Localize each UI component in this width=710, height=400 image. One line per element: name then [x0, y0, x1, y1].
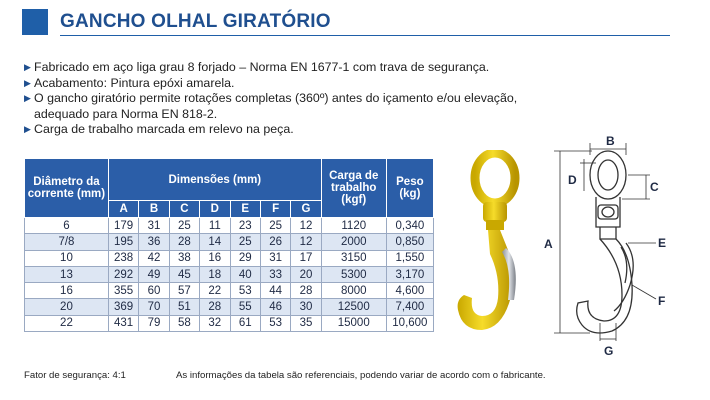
table-cell: 17 — [291, 250, 321, 266]
table-cell: 29 — [230, 250, 260, 266]
table-cell: 1120 — [321, 218, 386, 234]
table-cell: 2000 — [321, 234, 386, 250]
table-cell: 12500 — [321, 299, 386, 315]
table-row — [25, 315, 434, 331]
table-cell: 10,600 — [386, 315, 433, 331]
feature-item: ▶ Acabamento: Pintura epóxi amarela. — [24, 75, 235, 90]
table-cell: 40 — [230, 266, 260, 282]
table-cell: 49 — [139, 266, 169, 282]
table-cell: 61 — [230, 315, 260, 331]
table-cell: 16 — [25, 283, 109, 299]
table-cell: 25 — [169, 218, 199, 234]
table-cell: 25 — [260, 218, 290, 234]
table-row — [25, 266, 434, 282]
table-cell: 22 — [200, 283, 230, 299]
feature-item: ▶ Fabricado em aço liga grau 8 forjado – Norma EN 1677-1 com trava de segurança. — [24, 60, 490, 74]
table-cell: 195 — [108, 234, 138, 250]
hook-photo — [450, 150, 540, 350]
table-cell: 51 — [169, 299, 199, 315]
header-dim-g: G — [291, 201, 321, 218]
table-cell: 1,550 — [386, 250, 433, 266]
feature-list — [24, 60, 564, 138]
table-cell: 13 — [25, 266, 109, 282]
table-cell: 355 — [108, 283, 138, 299]
table-cell: 12 — [291, 234, 321, 250]
dim-label-f: F — [658, 294, 666, 308]
table-cell: 33 — [260, 266, 290, 282]
table-cell: 18 — [200, 266, 230, 282]
table-row — [25, 299, 434, 315]
table-cell: 58 — [169, 315, 199, 331]
table-cell: 55 — [230, 299, 260, 315]
dim-label-b: B — [606, 135, 615, 148]
table-cell: 42 — [139, 250, 169, 266]
table-cell: 53 — [230, 283, 260, 299]
table-row — [25, 283, 434, 299]
table-cell: 70 — [139, 299, 169, 315]
header-dim-b: B — [139, 201, 169, 218]
table-row — [25, 250, 434, 266]
table-cell: 23 — [230, 218, 260, 234]
header-dimensions: Dimensões (mm) — [108, 159, 321, 201]
table-cell: 38 — [169, 250, 199, 266]
table-cell: 10 — [25, 250, 109, 266]
table-cell: 20 — [291, 266, 321, 282]
table-cell: 369 — [108, 299, 138, 315]
table-cell: 53 — [260, 315, 290, 331]
title-underline — [60, 35, 670, 36]
table-cell: 7,400 — [386, 299, 433, 315]
table-cell: 179 — [108, 218, 138, 234]
table-cell: 3150 — [321, 250, 386, 266]
table-row — [25, 234, 434, 250]
feature-item: ▶ Carga de trabalho marcada em relevo na peça. — [24, 122, 294, 137]
triangle-bullet-icon: ▶ — [24, 77, 31, 88]
header-dim-e: E — [230, 201, 260, 218]
table-cell: 15000 — [321, 315, 386, 331]
table-cell: 28 — [169, 234, 199, 250]
table-cell: 238 — [108, 250, 138, 266]
table-cell: 11 — [200, 218, 230, 234]
table-cell: 79 — [139, 315, 169, 331]
table-cell: 4,600 — [386, 283, 433, 299]
title-row — [22, 7, 670, 37]
table-cell: 31 — [139, 218, 169, 234]
dim-label-e: E — [658, 236, 667, 250]
table-cell: 31 — [260, 250, 290, 266]
table-cell: 16 — [200, 250, 230, 266]
title-square-icon — [22, 9, 48, 35]
table-cell: 6 — [25, 218, 109, 234]
table-cell: 28 — [200, 299, 230, 315]
triangle-bullet-icon: ▶ — [24, 62, 31, 72]
triangle-bullet-icon: ▶ — [24, 93, 31, 104]
table-cell: 292 — [108, 266, 138, 282]
table-cell: 28 — [291, 283, 321, 299]
hook-dimension-diagram — [530, 135, 670, 365]
table-row — [25, 218, 434, 234]
dim-label-c: C — [650, 180, 659, 194]
table-cell: 20 — [25, 299, 109, 315]
table-cell: 35 — [291, 315, 321, 331]
header-dim-c: C — [169, 201, 199, 218]
safety-factor: Fator de segurança: 4:1 — [24, 370, 126, 381]
table-cell: 32 — [200, 315, 230, 331]
table-cell: 26 — [260, 234, 290, 250]
table-cell: 45 — [169, 266, 199, 282]
table-cell: 5300 — [321, 266, 386, 282]
table-cell: 12 — [291, 218, 321, 234]
table-cell: 14 — [200, 234, 230, 250]
header-dim-a: A — [108, 201, 138, 218]
page-title: GANCHO OLHAL GIRATÓRIO — [60, 11, 331, 32]
table-cell: 22 — [25, 315, 109, 331]
dim-label-a: A — [544, 237, 553, 251]
table-cell: 30 — [291, 299, 321, 315]
table-cell: 7/8 — [25, 234, 109, 250]
table-cell: 36 — [139, 234, 169, 250]
table-cell: 46 — [260, 299, 290, 315]
table-cell: 44 — [260, 283, 290, 299]
header-working-load: Carga de trabalho (kgf) — [321, 159, 386, 218]
triangle-bullet-icon: ▶ — [24, 124, 31, 135]
table-cell: 25 — [230, 234, 260, 250]
table-cell: 0,340 — [386, 218, 433, 234]
table-cell: 0,850 — [386, 234, 433, 250]
dim-label-d: D — [568, 173, 577, 187]
spec-table — [24, 158, 434, 332]
disclaimer-note: As informações da tabela são referenciais, podendo variar de acordo com o fabricante. — [176, 370, 546, 381]
header-dim-d: D — [200, 201, 230, 218]
table-cell: 8000 — [321, 283, 386, 299]
table-cell: 431 — [108, 315, 138, 331]
table-cell: 3,170 — [386, 266, 433, 282]
dim-label-g: G — [604, 344, 614, 358]
header-diameter: Diâmetro da corrente (mm) — [25, 159, 109, 218]
feature-item: ▶ O gancho giratório permite rotações completas (360º) antes do içamento e/ou elevação, adequado para Norma EN 818-2. — [24, 91, 518, 121]
table-cell: 57 — [169, 283, 199, 299]
header-weight: Peso (kg) — [386, 159, 433, 218]
header-dim-f: F — [260, 201, 290, 218]
table-cell: 60 — [139, 283, 169, 299]
